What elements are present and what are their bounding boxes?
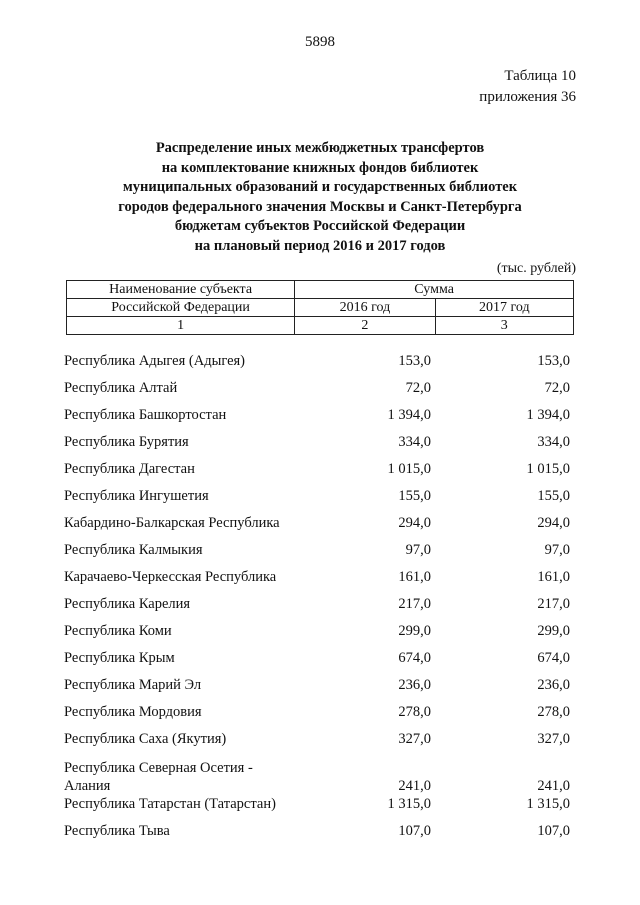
value-2016: 294,0 (398, 515, 431, 531)
value-2016: 1 394,0 (387, 407, 431, 423)
region-name: Республика Саха (Якутия) (64, 731, 227, 747)
value-2017: 155,0 (537, 488, 570, 504)
table-reference-line2: приложения 36 (479, 89, 576, 105)
units-note: (тыс. рублей) (496, 261, 576, 276)
value-2017: 241,0 (537, 778, 570, 794)
table-row (0, 589, 640, 616)
value-2017: 217,0 (537, 596, 570, 612)
table-row (0, 670, 640, 697)
title-line: на комплектование книжных фондов библиотек (161, 159, 479, 176)
title-line: бюджетам субъектов Российской Федерации (174, 218, 466, 234)
table-row (0, 481, 640, 508)
value-2017: 334,0 (537, 434, 570, 450)
value-2017: 1 015,0 (526, 461, 570, 477)
table-reference-line1: Таблица 10 (504, 68, 576, 84)
value-2016: 107,0 (398, 823, 431, 839)
value-2017: 236,0 (537, 677, 570, 693)
header-column-number-1: 1 (67, 317, 295, 335)
table-row (0, 346, 640, 373)
table-row (0, 724, 640, 751)
value-2016: 161,0 (398, 569, 431, 585)
title-line: городов федерального значения Москвы и Санкт-Петербурга (118, 198, 522, 215)
header-year-2016: 2016 год (295, 299, 435, 317)
value-2016: 299,0 (398, 623, 431, 639)
region-name: Республика Татарстан (Татарстан) (64, 796, 276, 812)
table-row (0, 373, 640, 400)
value-2016: 241,0 (398, 778, 431, 794)
region-name: Республика Мордовия (64, 704, 202, 720)
region-name: Республика Адыгея (Адыгея) (64, 353, 246, 369)
region-name: Республика Марий Эл (64, 677, 202, 693)
value-2017: 97,0 (544, 542, 570, 558)
title-line: Распределение иных межбюджетных трансфертов (155, 140, 485, 156)
value-2016: 1 315,0 (387, 796, 431, 812)
table-row (0, 535, 640, 562)
table-row (0, 508, 640, 535)
value-2017: 327,0 (537, 731, 570, 747)
value-2016: 334,0 (398, 434, 431, 450)
value-2016: 236,0 (398, 677, 431, 693)
value-2017: 1 394,0 (526, 407, 570, 423)
document-title (0, 139, 640, 256)
table-reference (479, 66, 576, 108)
header-column-number-2: 2 (295, 317, 435, 335)
table-row (0, 643, 640, 670)
value-2017: 278,0 (537, 704, 570, 720)
region-name: Республика Ингушетия (64, 488, 209, 504)
value-2016: 153,0 (398, 353, 431, 369)
title-line: на плановый период 2016 и 2017 годов (194, 237, 446, 254)
header-year-2017: 2017 год (435, 299, 573, 317)
region-name: Республика Коми (64, 623, 172, 639)
region-name: Республика Крым (64, 650, 175, 666)
region-name: Республика Тыва (64, 823, 170, 839)
table-row (0, 816, 640, 843)
table-row (0, 616, 640, 643)
table-header (66, 280, 574, 335)
value-2016: 217,0 (398, 596, 431, 612)
value-2016: 97,0 (405, 542, 431, 558)
region-name: Республика Башкортостан (64, 407, 227, 423)
value-2017: 161,0 (537, 569, 570, 585)
table-row (0, 789, 640, 816)
value-2017: 72,0 (544, 380, 570, 396)
header-sum: Сумма (295, 281, 574, 299)
value-2016: 72,0 (405, 380, 431, 396)
value-2016: 674,0 (398, 650, 431, 666)
value-2016: 327,0 (398, 731, 431, 747)
value-2017: 674,0 (537, 650, 570, 666)
region-name: Республика Карелия (64, 596, 191, 612)
header-column-number-3: 3 (435, 317, 573, 335)
region-name: Республика Северная Осетия - Алания (64, 760, 253, 794)
region-name: Республика Калмыкия (64, 542, 203, 558)
region-name: Кабардино-Балкарская Республика (64, 515, 280, 531)
header-name-line1: Наименование субъекта (67, 281, 295, 299)
table-row (0, 751, 640, 794)
table-row (0, 427, 640, 454)
value-2017: 294,0 (537, 515, 570, 531)
value-2017: 299,0 (537, 623, 570, 639)
table-row (0, 562, 640, 589)
value-2017: 1 315,0 (526, 796, 570, 812)
region-name: Республика Алтай (64, 380, 178, 396)
table-row (0, 400, 640, 427)
value-2016: 155,0 (398, 488, 431, 504)
page-number: 5898 (305, 34, 335, 50)
header-name-line2: Российской Федерации (67, 299, 295, 317)
region-name: Республика Бурятия (64, 434, 189, 450)
title-line: муниципальных образований и государственных библиотек (122, 179, 518, 195)
value-2016: 1 015,0 (387, 461, 431, 477)
value-2017: 153,0 (537, 353, 570, 369)
region-name: Республика Дагестан (64, 461, 195, 477)
value-2016: 278,0 (398, 704, 431, 720)
table-row (0, 697, 640, 724)
value-2017: 107,0 (537, 823, 570, 839)
table-body (0, 346, 640, 843)
region-name: Карачаево-Черкесская Республика (64, 569, 277, 585)
table-row (0, 454, 640, 481)
